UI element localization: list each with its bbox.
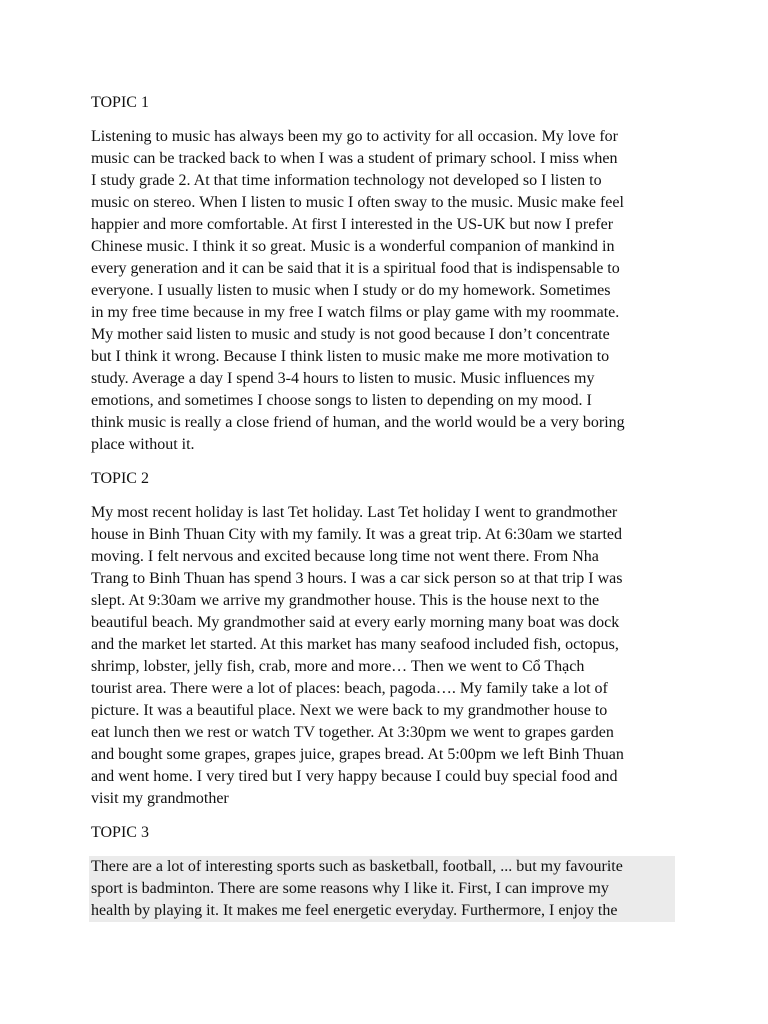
paragraph-line: My mother said listen to music and study is not good because I don’t concentrate: [91, 326, 610, 343]
paragraph-line: visit my grandmother: [91, 790, 229, 807]
paragraph-line: in my free time because in my free I watch films or play game with my roommate.: [91, 304, 620, 321]
paragraph-line: music on stereo. When I listen to music I often sway to the music. Music make feel: [91, 194, 624, 211]
topic-3-paragraph: [91, 856, 691, 922]
topic-1-paragraph: [91, 126, 691, 456]
topic-3-heading: TOPIC 3: [91, 824, 149, 841]
paragraph-line: slept. At 9:30am we arrive my grandmother house. This is the house next to the: [91, 592, 600, 609]
paragraph-line: every generation and it can be said that it is a spiritual food that is indispensable to: [91, 260, 620, 277]
paragraph-line: house in Binh Thuan City with my family. It was a great trip. At 6:30am we started: [91, 526, 623, 543]
paragraph-line: sport is badminton. There are some reasons why I like it. First, I can improve my: [89, 878, 675, 900]
paragraph-line: There are a lot of interesting sports such as basketball, football, ... but my favourite: [89, 856, 675, 878]
paragraph-line: study. Average a day I spend 3-4 hours to listen to music. Music influences my: [91, 370, 595, 387]
paragraph-line: My most recent holiday is last Tet holiday. Last Tet holiday I went to grandmother: [91, 504, 618, 521]
paragraph-line: beautiful beach. My grandmother said at every early morning many boat was dock: [91, 614, 620, 631]
paragraph-line: but I think it wrong. Because I think listen to music make me more motivation to: [91, 348, 610, 365]
paragraph-line: everyone. I usually listen to music when I study or do my homework. Sometimes: [91, 282, 611, 299]
paragraph-line: eat lunch then we rest or watch TV together. At 3:30pm we went to grapes garden: [91, 724, 614, 741]
paragraph-line: music can be tracked back to when I was a student of primary school. I miss when: [91, 150, 618, 167]
paragraph-line: and bought some grapes, grapes juice, grapes bread. At 5:00pm we left Binh Thuan: [91, 746, 624, 763]
paragraph-line: happier and more comfortable. At first I interested in the US-UK but now I prefer: [91, 216, 614, 233]
paragraph-line: tourist area. There were a lot of places: beach, pagoda…. My family take a lot of: [91, 680, 608, 697]
paragraph-line: Chinese music. I think it so great. Music is a wonderful companion of mankind in: [91, 238, 615, 255]
paragraph-line: shrimp, lobster, jelly fish, crab, more and more… Then we went to Cổ Thạch: [91, 658, 585, 675]
paragraph-line: think music is really a close friend of human, and the world would be a very boring: [91, 414, 625, 431]
paragraph-line: Listening to music has always been my go to activity for all occasion. My love for: [91, 128, 618, 145]
paragraph-line: Trang to Binh Thuan has spend 3 hours. I was a car sick person so at that trip I was: [91, 570, 623, 587]
topic-1-heading: TOPIC 1: [91, 94, 149, 111]
paragraph-line: and the market let started. At this market has many seafood included fish, octopus,: [91, 636, 619, 653]
paragraph-line: picture. It was a beautiful place. Next we were back to my grandmother house to: [91, 702, 608, 719]
paragraph-line: place without it.: [91, 436, 195, 453]
paragraph-line: health by playing it. It makes me feel energetic everyday. Furthermore, I enjoy the: [89, 900, 675, 922]
document-body: [91, 92, 691, 922]
topic-2-heading: TOPIC 2: [91, 470, 149, 487]
paragraph-line: I study grade 2. At that time information technology not developed so I listen to: [91, 172, 602, 189]
paragraph-line: emotions, and sometimes I choose songs to listen to depending on my mood. I: [91, 392, 592, 409]
paragraph-line: moving. I felt nervous and excited because long time not went there. From Nha: [91, 548, 599, 565]
topic-2-paragraph: [91, 502, 691, 810]
paragraph-line: and went home. I very tired but I very happy because I could buy special food and: [91, 768, 618, 785]
